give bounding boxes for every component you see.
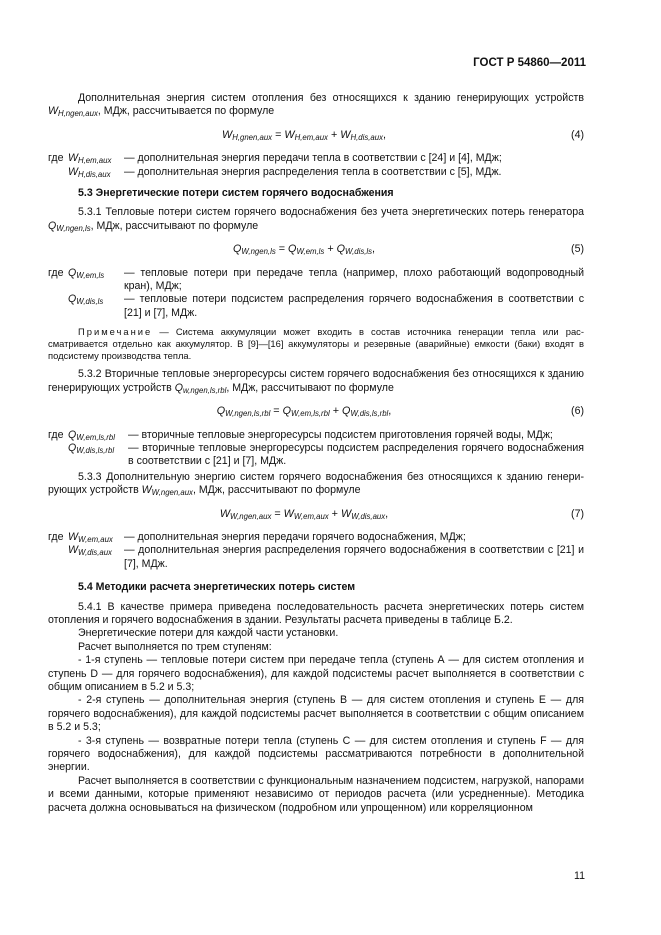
where-item: $W_{W,dis,aux}$ — дополнительная энергия распределения горячего водоснабжения в соответствии с [21] и [7], МДж. — [68, 544, 584, 570]
where-item: $Q_{W,dis,ls,rbl}$ — вторичные тепловые энергоресурсы подсистем распределения горячего водоснабжения в соответствии с [21] и [7], МДж. — [68, 441, 584, 468]
formula-6: $Q_{W,ngen,ls,rbl} = Q_{W,em,ls,rbl} + Q_{W,dis,ls,rbl}$, (6) — [216, 405, 584, 419]
where-item: $W_{H,dis,aux}$ — дополнительная энергия распределения тепла в соответствии с [5], МДж. — [68, 165, 502, 179]
note: Примечание — Система аккумуляции может входить в состав источника генерации тепла или рассматривается отдельно как аккумулятор. В [9]—[16] аккумуляторы и резервные (аварийные) емкости (баки) входят в подсистему производства тепла. — [48, 326, 584, 362]
formula-number: (5) — [571, 243, 584, 256]
page-number: 11 — [574, 870, 585, 882]
where-item: где $Q_{W,em,ls,rbl}$ — вторичные тепловые энергоресурсы подсистем приготовления горячей воды, МДж; — [48, 428, 553, 442]
section-heading-5-3: 5.3 Энергетические потери систем горячего водоснабжения — [78, 187, 394, 200]
formula-number: (4) — [571, 128, 584, 141]
formula-5: $Q_{W,ngen,ls} = Q_{W,em,ls} + Q_{W,dis,ls}$, (5) — [232, 243, 584, 257]
paragraph: Расчет выполняется по трем ступеням: — [78, 640, 272, 653]
document-code: ГОСТ Р 54860—2011 — [473, 57, 586, 69]
formula-4: $W_{H,gnen,aux} = W_{H,em,aux} + W_{H,dis,aux}$, (4) — [221, 128, 584, 142]
formula-number: (6) — [571, 405, 584, 418]
list-item: - 1-я ступень — тепловые потери систем при передаче тепла (ступень А — для систем отопления и ступень D — для горячего водоснабжения), для каждой подсистемы расчет выполняется в соответствии с общим описанием в 5.2 и 5.3; — [48, 654, 584, 693]
section-heading-5-4: 5.4 Методики расчета энергетических потерь систем — [78, 581, 356, 594]
paragraph-heating-aux: Дополнительная энергия систем отопления без относящихся к зданию генерирующих устройств $W_{H,ngen,aux}$, МДж, рассчитывается по формуле — [48, 92, 584, 119]
paragraph-5-3-2: 5.3.2 Вторичные тепловые энергоресурсы систем горячего водоснабжения без относящихся к зданию генерирующих устройств $Q_{w,ngen,ls,rbl}$, МДж, рассчитывают по формуле — [48, 368, 584, 395]
where-item: где $Q_{W,em,ls}$ — тепловые потери при передаче тепла (например, плохо работающий водопроводный кран), МДж; — [48, 266, 584, 293]
where-item: где $W_{H,em,aux}$ — дополнительная энергия передачи тепла в соответствии с [24] и [4], МДж; — [48, 152, 502, 166]
symbol: $W_{H,ngen,aux}$ — [48, 105, 98, 119]
paragraph-5-3-1: 5.3.1 Тепловые потери систем горячего водоснабжения без учета энергетических потерь генератора $Q_{W,ngen,ls}$, МДж, рассчитывают по формуле — [48, 206, 584, 233]
formula-number: (7) — [571, 507, 584, 520]
where-item: где $W_{W,em,aux}$ — дополнительная энергия передачи горячего водоснабжения, МДж; — [48, 530, 466, 544]
where-item: $Q_{W,dis,ls}$ — тепловые потери подсистем распределения горячего водоснабжения в соответствии с [21] и [7], МДж. — [68, 293, 584, 319]
page-body — [48, 92, 584, 815]
paragraph: Расчет выполняется в соответствии с функциональным назначением подсистем, нагрузкой, напорами и всеми данными, которые применяют независимо от периодов расчета (или усредненные). Методика расчета должна основываться на физическом (подробном или упрощенном) или корреляционном — [48, 774, 584, 814]
paragraph: Энергетические потери для каждой части установки. — [78, 627, 339, 640]
list-item: - 3-я ступень — возвратные потери тепла (ступень С — для систем отопления и ступень F — для горячего водоснабжения), для каждой подсистемы рассматриваются потребности в дополнительной энергии. — [48, 734, 584, 774]
paragraph-5-3-3: 5.3.3 Дополнительную энергию систем горячего водоснабжения без относящихся к зданию генерирующих устройств $W_{W,ngen,aux}$, МДж, рассчитывают по формуле — [48, 470, 584, 498]
list-item: - 2-я ступень — дополнительная энергия (ступень В — для систем отопления и ступень Е — для горячего водоснабжения), для каждой подсистемы расчет выполняется в соответствии с общим описанием в 5.2 и 5.3; — [48, 694, 584, 734]
paragraph: 5.4.1 В качестве примера приведена последовательность расчета энергетических потерь систем отопления и горячего водоснабжения в здании. Результаты расчета приведены в таблице Б.2. — [48, 600, 584, 626]
formula-7: $W_{W,ngen,aux} = W_{W,em,aux} + W_{W,dis,aux}$, (7) — [219, 507, 584, 521]
